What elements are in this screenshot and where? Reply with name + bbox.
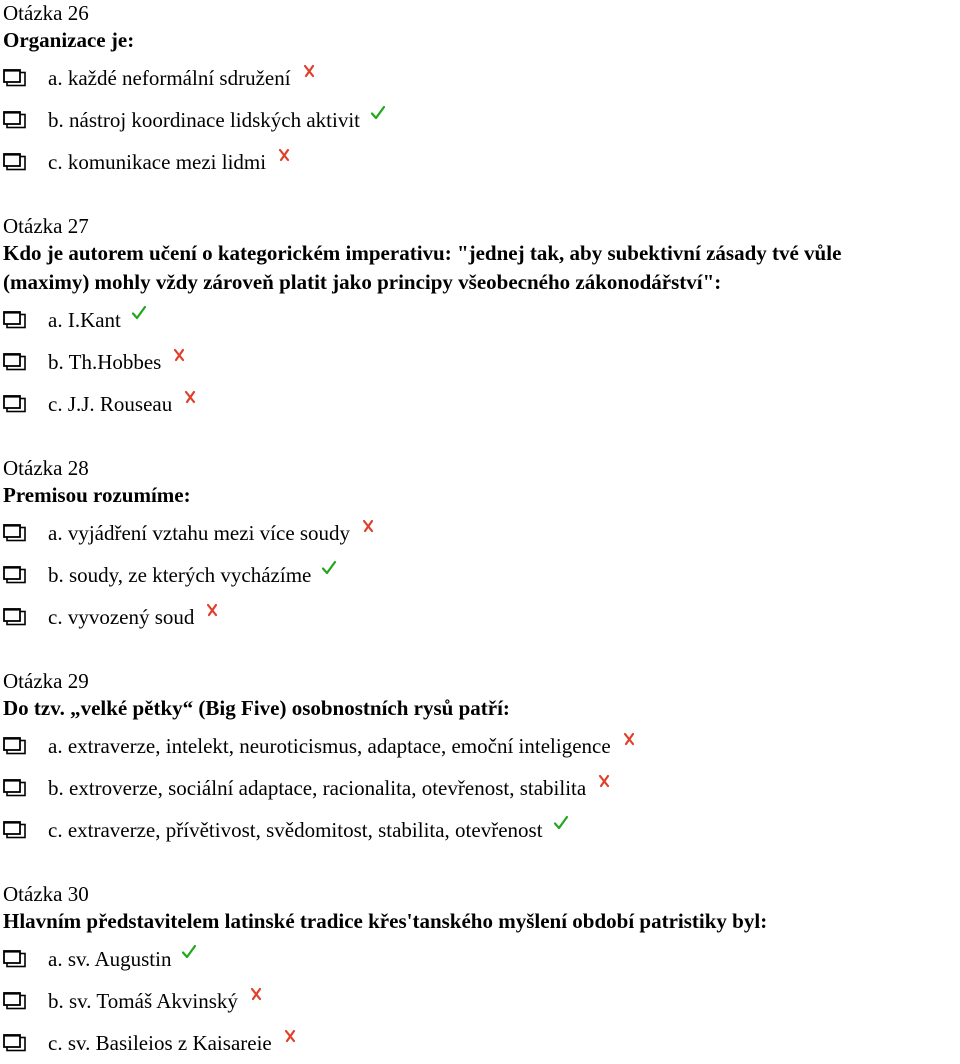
question-text: Premisou rozumíme:: [3, 483, 191, 507]
checkbox-bullet-icon: [3, 737, 27, 755]
answer-option[interactable]: [3, 141, 960, 183]
checkbox-bullet-icon: [3, 608, 27, 626]
question-text-line-2: (maximy) mohly vždy zároveň platit jako principy všeobecného zákonodářství":: [3, 270, 722, 294]
checkbox-bullet-icon: [3, 950, 27, 968]
answer-option[interactable]: [3, 596, 960, 638]
answer-label: b. extroverze, sociální adaptace, racionalita, otevřenost, stabilita: [48, 775, 587, 800]
answer-option[interactable]: [3, 512, 960, 554]
question-block: [3, 0, 960, 183]
question-text: Hlavním představitelem latinské tradice křes'tanského myšlení období patristiky byl:: [3, 909, 768, 933]
answer-option[interactable]: [3, 767, 960, 809]
answer-label: c. vyvozený soud: [48, 604, 195, 629]
answer-option[interactable]: [3, 809, 960, 851]
answer-label: a. sv. Augustin: [48, 946, 172, 971]
answer-list: [3, 299, 960, 425]
answer-label: a. vyjádření vztahu mezi více soudy: [48, 520, 351, 545]
question-number: Otázka 27: [3, 214, 89, 238]
red-x-icon: [596, 770, 612, 786]
answer-label: c. J.J. Rouseau: [48, 391, 173, 416]
answer-list: [3, 512, 960, 638]
red-x-icon: [621, 728, 637, 744]
answer-option[interactable]: [3, 1022, 960, 1064]
answer-option[interactable]: [3, 938, 960, 980]
answer-label: b. sv. Tomáš Akvinský: [48, 988, 238, 1013]
question-block: [3, 881, 960, 1064]
answer-option[interactable]: [3, 554, 960, 596]
red-x-icon: [360, 515, 376, 531]
checkbox-bullet-icon: [3, 779, 27, 797]
question-number: Otázka 30: [3, 882, 89, 906]
red-x-icon: [182, 386, 198, 402]
answer-label: b. Th.Hobbes: [48, 349, 162, 374]
question-text: Do tzv. „velké pětky“ (Big Five) osobnostních rysů patří:: [3, 696, 510, 720]
checkbox-bullet-icon: [3, 395, 27, 413]
answer-label: c. sv. Basileios z Kaisareie: [48, 1030, 272, 1055]
checkbox-bullet-icon: [3, 566, 27, 584]
answer-label: a. I.Kant: [48, 307, 121, 332]
question-block: [3, 213, 960, 425]
checkbox-bullet-icon: [3, 69, 27, 87]
question-number: Otázka 29: [3, 669, 89, 693]
question-text-line-1: Kdo je autorem učení o kategorickém imperativu: "jednej tak, aby subektivní zásady tvé vůle: [3, 241, 842, 265]
red-x-icon: [171, 344, 187, 360]
red-x-icon: [301, 60, 317, 76]
red-x-icon: [282, 1025, 298, 1041]
answer-option[interactable]: [3, 725, 960, 767]
question-text: Organizace je:: [3, 28, 135, 52]
green-check-icon: [181, 941, 197, 957]
answer-option[interactable]: [3, 980, 960, 1022]
answer-list: [3, 938, 960, 1064]
red-x-icon: [248, 983, 264, 999]
answer-option[interactable]: [3, 299, 960, 341]
question-block: [3, 455, 960, 638]
green-check-icon: [131, 302, 147, 318]
answer-label: a. každé neformální sdružení: [48, 65, 291, 90]
question-block: [3, 668, 960, 851]
checkbox-bullet-icon: [3, 1034, 27, 1052]
answer-list: [3, 725, 960, 851]
answer-option[interactable]: [3, 341, 960, 383]
answer-option[interactable]: [3, 99, 960, 141]
checkbox-bullet-icon: [3, 111, 27, 129]
red-x-icon: [276, 144, 292, 160]
checkbox-bullet-icon: [3, 524, 27, 542]
question-number: Otázka 26: [3, 1, 89, 25]
answer-list: [3, 57, 960, 183]
green-check-icon: [321, 557, 337, 573]
answer-label: c. extraverze, přívětivost, svědomitost, stabilita, otevřenost: [48, 817, 543, 842]
answer-option[interactable]: [3, 383, 960, 425]
answer-option[interactable]: [3, 57, 960, 99]
quiz-review-page: [3, 0, 960, 1064]
answer-label: b. nástroj koordinace lidských aktivit: [48, 107, 361, 132]
checkbox-bullet-icon: [3, 311, 27, 329]
question-number: Otázka 28: [3, 456, 89, 480]
answer-label: a. extraverze, intelekt, neuroticismus, adaptace, emoční inteligence: [48, 733, 611, 758]
checkbox-bullet-icon: [3, 153, 27, 171]
checkbox-bullet-icon: [3, 821, 27, 839]
answer-label: c. komunikace mezi lidmi: [48, 149, 267, 174]
answer-label: b. soudy, ze kterých vycházíme: [48, 562, 312, 587]
green-check-icon: [553, 812, 569, 828]
red-x-icon: [204, 599, 220, 615]
checkbox-bullet-icon: [3, 353, 27, 371]
checkbox-bullet-icon: [3, 992, 27, 1010]
green-check-icon: [370, 102, 386, 118]
